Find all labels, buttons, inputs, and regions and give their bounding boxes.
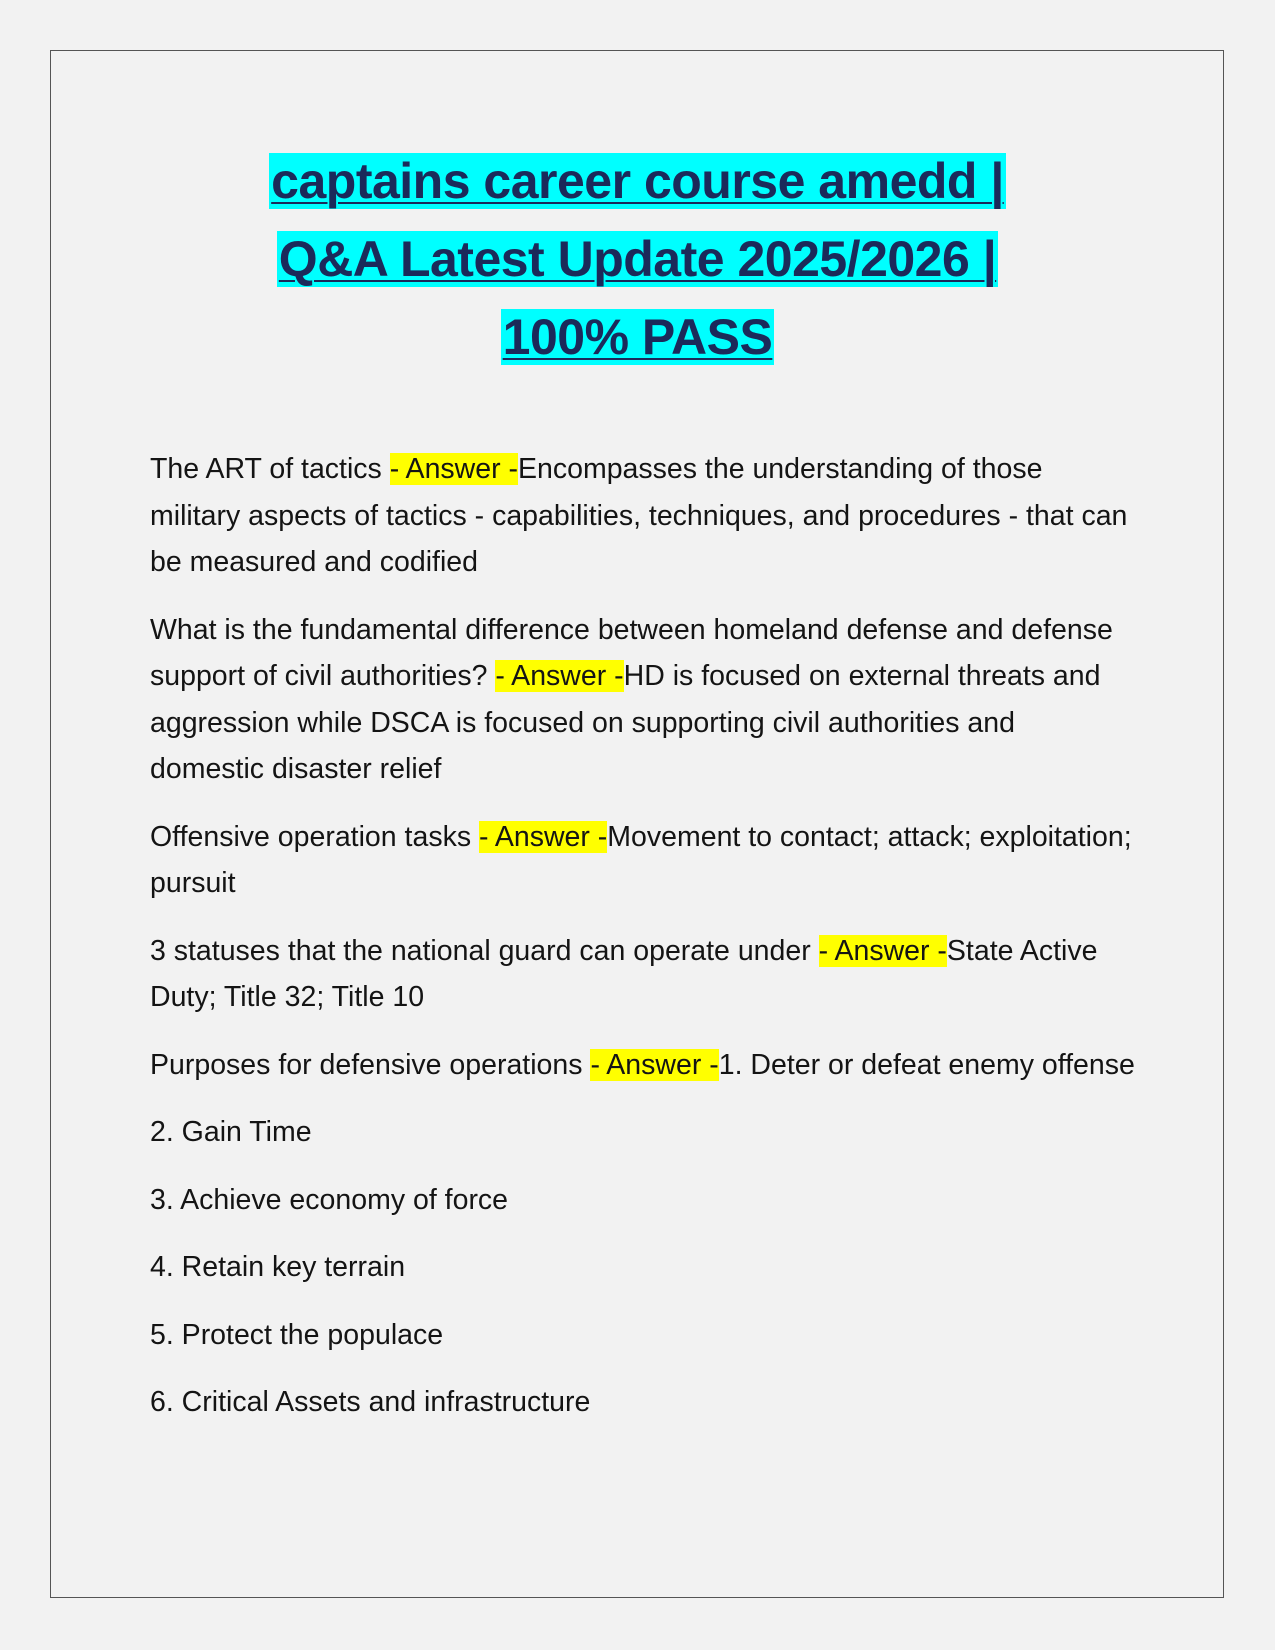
title-line-text: Q&A Latest Update 2025/2026 | (278, 231, 997, 287)
question-text: 3 statuses that the national guard can operate under (150, 934, 819, 967)
qa-item (150, 1042, 1135, 1089)
list-item: 6. Critical Assets and infrastructure (150, 1386, 591, 1418)
question-text: The ART of tactics (150, 453, 390, 485)
question-text: Purposes for defensive operations (150, 1048, 591, 1081)
document-title (100, 142, 1175, 376)
question-text: Offensive operation tasks (150, 820, 479, 853)
qa-item (150, 446, 1135, 586)
answer-text: State Active Duty; Title 32; Title 10 (150, 934, 1098, 1013)
title-line (100, 298, 1175, 376)
answer-marker: - Answer - (479, 820, 608, 853)
answer-text: 1. Deter or defeat enemy offense (718, 1048, 1135, 1081)
answer-text: HD is focused on external threats and aggression while DSCA is focused on supporting civil authorities and domestic disaster relief (150, 660, 1101, 785)
question-text: What is the fundamental difference between homeland defense and defense support of civil authorities? (150, 613, 1113, 692)
title-line (100, 142, 1175, 220)
document-body (150, 446, 1135, 1447)
list-item: 2. Gain Time (150, 1116, 312, 1148)
title-line (100, 220, 1175, 298)
title-line-text: captains career course amedd | (271, 153, 1004, 209)
qa-item (150, 814, 1135, 907)
answer-text: Movement to contact; attack; exploitation; pursuit (150, 820, 1132, 899)
list-item: 5. Protect the populace (150, 1318, 444, 1351)
answer-marker: - Answer - (495, 660, 624, 692)
title-line-text: 100% PASS (502, 309, 773, 365)
answer-marker: - Answer - (590, 1048, 719, 1081)
answer-text: Encompasses the understanding of those military aspects of tactics - capabilities, techniques, and procedures - that can be measured and codified (150, 453, 1128, 578)
answer-marker: - Answer - (389, 453, 518, 485)
qa-item (150, 928, 1135, 1021)
answer-marker: - Answer - (818, 934, 947, 967)
list-item: 4. Retain key terrain (150, 1251, 406, 1283)
list-item: 3. Achieve economy of force (150, 1183, 509, 1216)
qa-item (150, 607, 1135, 793)
